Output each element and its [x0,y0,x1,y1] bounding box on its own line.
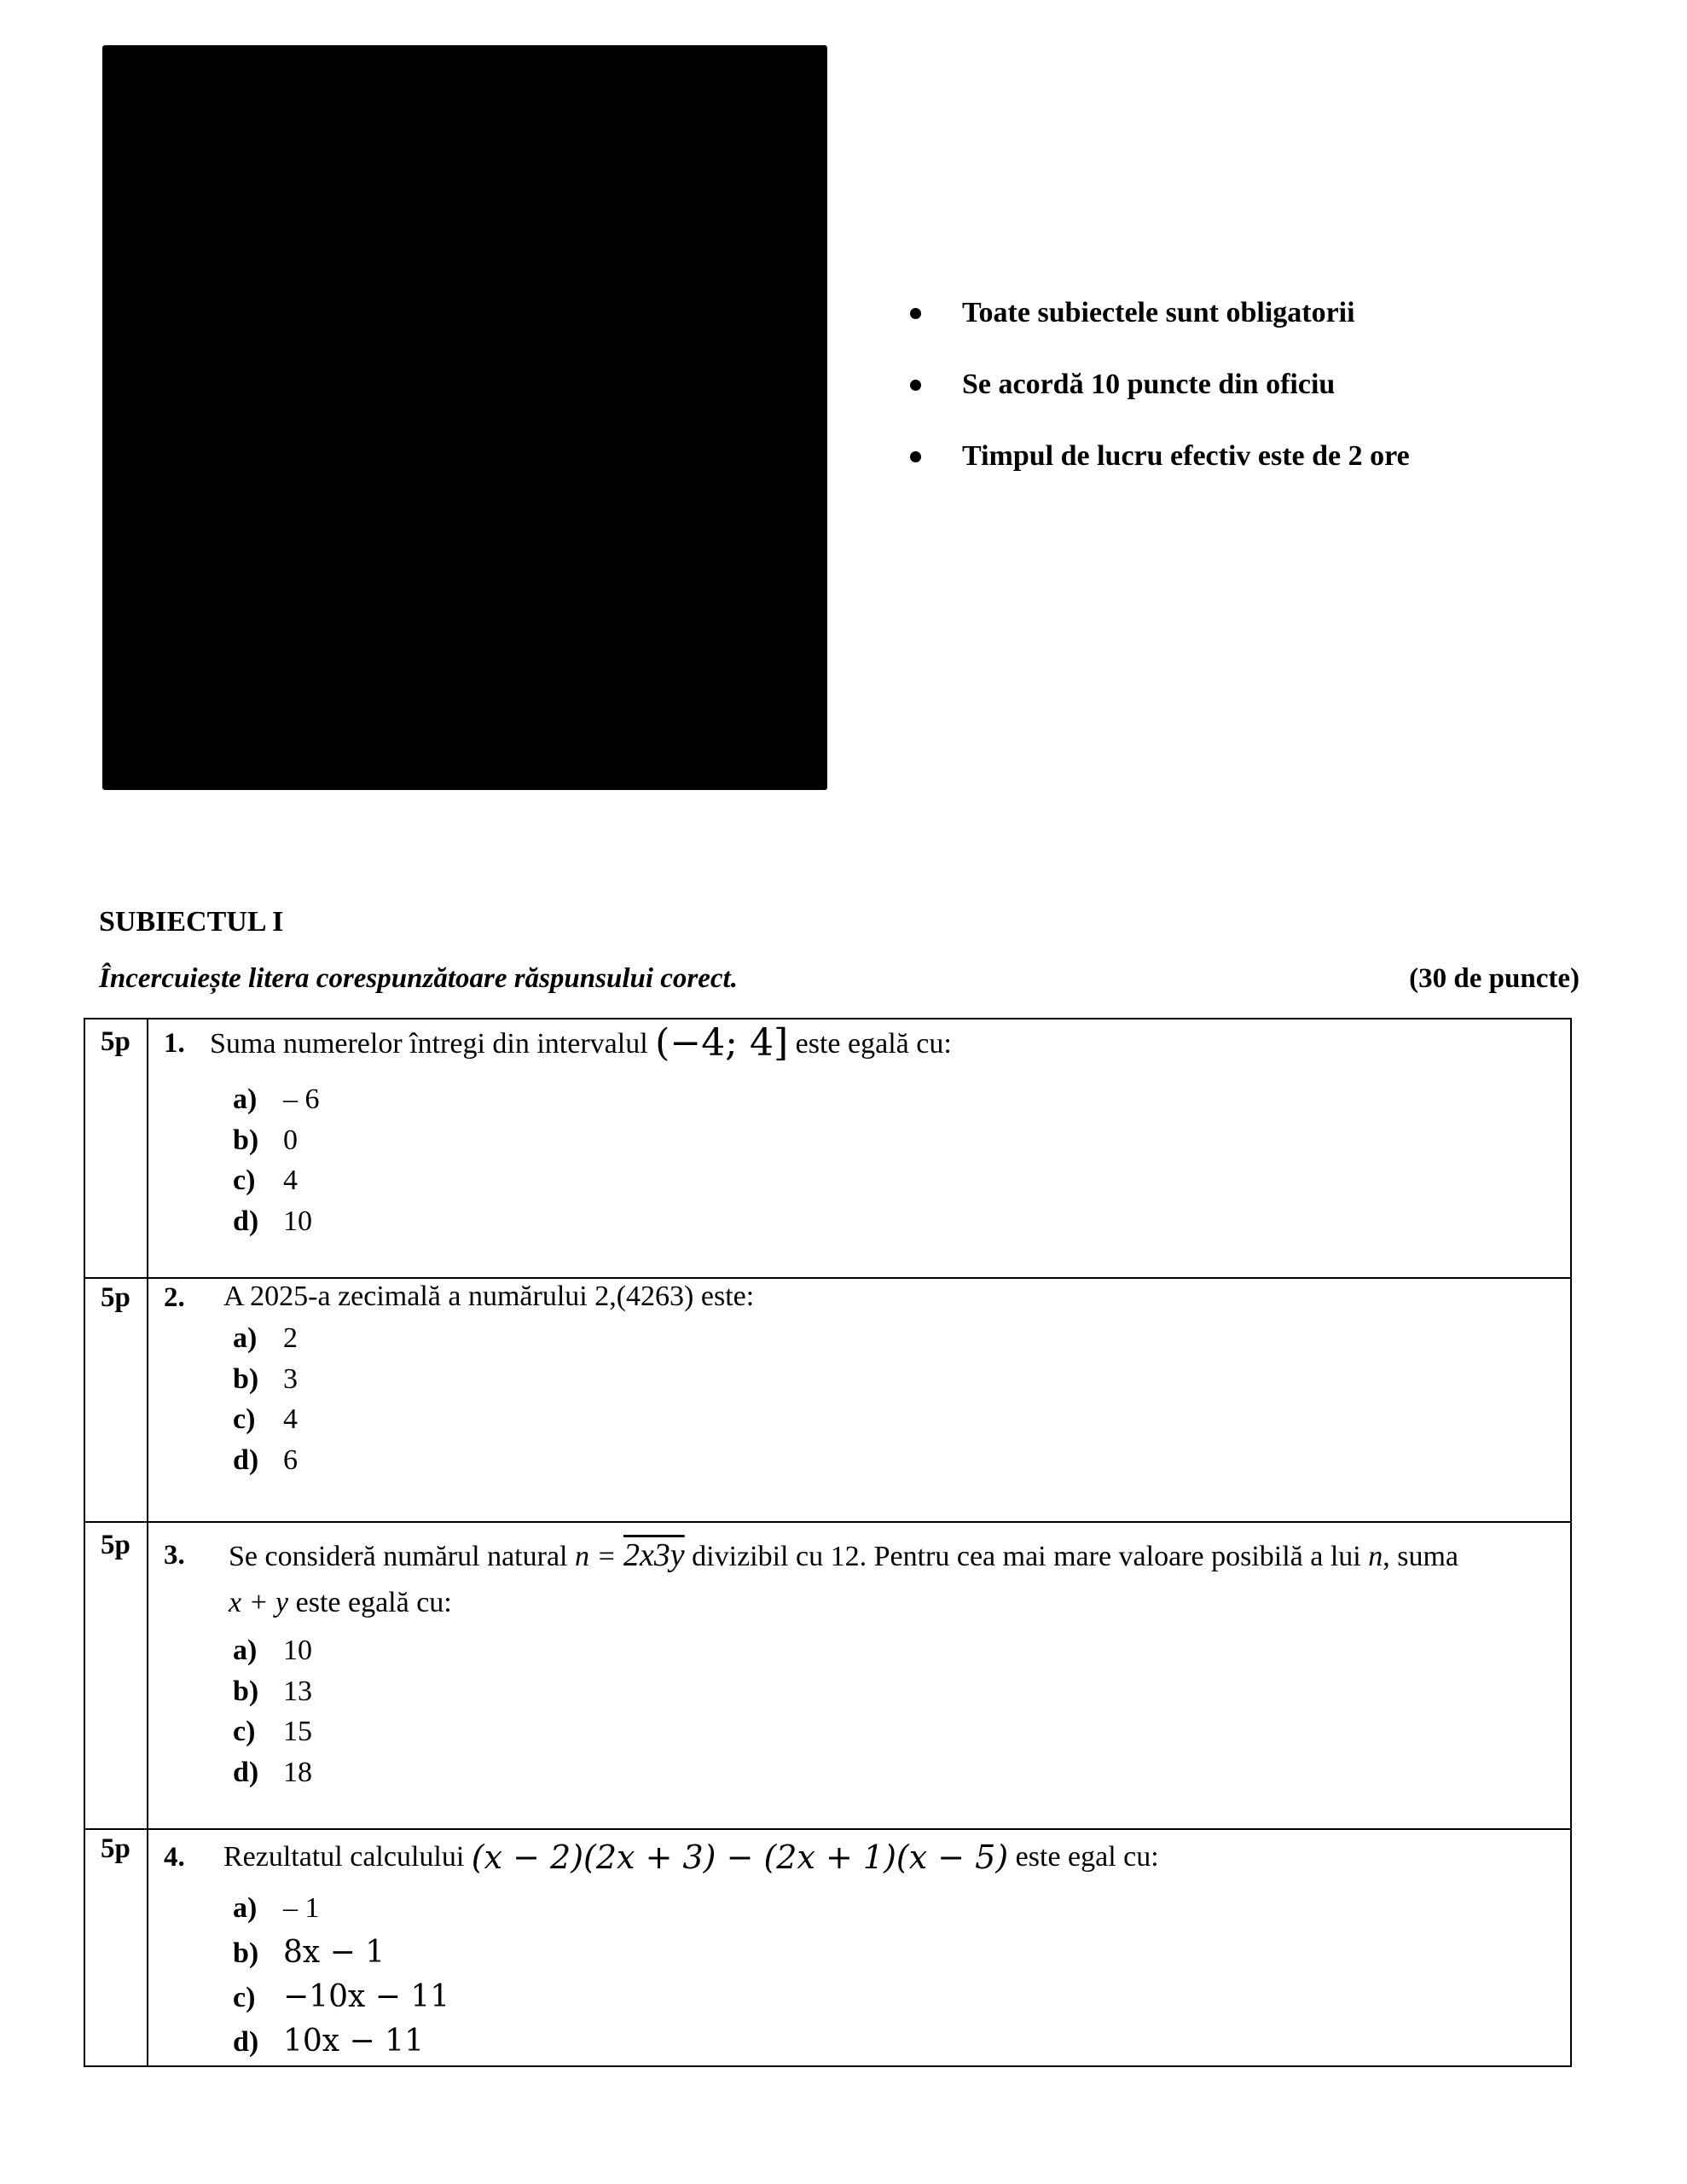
question-math-sum: x + y [229,1587,289,1618]
question-score: 5p [101,1282,130,1313]
bullet-icon [910,380,921,391]
answer-option[interactable] [233,1975,449,2019]
answer-option[interactable] [233,2019,449,2064]
note-item [904,366,1410,438]
column-divider [147,1279,148,1521]
option-letter: c) [233,1403,256,1435]
questions-table [84,1018,1572,2067]
bullet-icon [910,451,921,462]
option-value: 10 [283,1205,312,1237]
answer-options [233,1318,298,1480]
question-row [84,1523,1572,1830]
question-math: (−4; 4] [655,1021,789,1065]
option-value: 0 [283,1124,298,1156]
option-letter: b) [233,1124,259,1156]
option-value: 15 [283,1716,312,1747]
question-text-line2 [229,1579,452,1627]
answer-option[interactable] [233,1318,298,1359]
option-value: 8x − 1 [283,1935,386,1970]
option-value: 18 [283,1756,312,1788]
option-letter: a) [233,1892,258,1924]
option-letter: b) [233,1937,259,1969]
exam-notes-list [904,294,1410,509]
subject-title: SUBIECTUL I [99,906,284,938]
question-math-lhs: n = [574,1541,617,1572]
question-score: 5p [101,1833,130,1864]
option-value: 10x − 11 [283,2024,424,2059]
question-score: 5p [101,1530,130,1560]
note-item [904,438,1410,509]
answer-option[interactable] [233,1079,320,1120]
option-value: −10x − 11 [283,1979,450,2014]
bullet-icon [910,308,921,319]
option-value: 10 [283,1635,312,1666]
question-text: A 2025-a zecimală a numărului 2,(4263) este: [223,1281,755,1312]
question-math: (x − 2)(2x + 3) − (2x + 1)(x − 5) [471,1838,1009,1876]
option-value: – 1 [283,1892,320,1924]
answer-option[interactable] [233,1120,320,1161]
question-text-end: , suma [1383,1541,1459,1572]
question-text-after: este egală cu: [795,1028,952,1060]
redacted-header-block [102,45,827,790]
option-letter: a) [233,1083,258,1115]
option-letter: d) [233,1205,259,1237]
option-value: 2 [283,1322,298,1354]
answer-options [233,1886,449,2064]
question-math-overline: 2x3y [623,1537,685,1573]
question-text-line2-text: este egală cu: [295,1587,452,1618]
question-text [223,1833,1159,1881]
question-text-before: Se consideră numărul natural [229,1541,568,1572]
note-text: Toate subiectele sunt obligatorii [962,297,1355,328]
option-letter: d) [233,1443,259,1476]
option-letter: c) [233,1165,256,1196]
subject-points: (30 de puncte) [1409,963,1580,994]
question-number: 4. [164,1842,185,1873]
option-letter: a) [233,1635,258,1666]
option-letter: d) [233,1756,259,1788]
question-text-after: divizibil cu 12. Pentru cea mai mare valoare posibilă a lui [692,1541,1361,1572]
option-value: 4 [283,1165,298,1196]
option-letter: a) [233,1322,258,1354]
answer-option[interactable] [233,1931,449,1975]
question-number: 2. [164,1282,185,1313]
answer-option[interactable] [233,1630,312,1671]
answer-option[interactable] [233,1711,312,1752]
answer-option[interactable] [233,1399,298,1440]
note-text: Timpul de lucru efectiv este de 2 ore [962,440,1410,472]
answer-option[interactable] [233,1671,312,1712]
question-text-before: Suma numerelor întregi din intervalul [210,1028,648,1060]
question-number: 1. [164,1028,185,1059]
answer-option[interactable] [233,1160,320,1201]
note-item [904,294,1410,366]
question-row [84,1018,1572,1279]
option-letter: b) [233,1362,259,1395]
option-value: – 6 [283,1083,320,1115]
subject-instruction: Încercuiește litera corespunzătoare răspunsului corect. [99,963,738,994]
question-math-n: n [1368,1541,1383,1572]
note-text: Se acordă 10 puncte din oficiu [962,369,1336,400]
option-letter: c) [233,1982,256,2013]
question-row [84,1279,1572,1523]
answer-option[interactable] [233,1440,298,1481]
column-divider [147,1830,148,2065]
question-text-before: Rezultatul calculului [223,1841,465,1873]
question-text [210,1019,952,1068]
answer-options [233,1079,320,1241]
option-value: 13 [283,1675,312,1707]
option-letter: d) [233,2026,259,2058]
option-value: 3 [283,1362,298,1395]
option-value: 6 [283,1443,298,1476]
question-score: 5p [101,1026,130,1057]
option-letter: b) [233,1675,259,1707]
option-letter: c) [233,1716,256,1747]
answer-option[interactable] [233,1201,320,1242]
answer-option[interactable] [233,1359,298,1400]
question-text-after: este egal cu: [1015,1841,1159,1873]
answer-options [233,1630,312,1792]
answer-option[interactable] [233,1752,312,1793]
option-value: 4 [283,1403,298,1435]
question-text [229,1531,1458,1581]
question-row [84,1830,1572,2067]
answer-option[interactable] [233,1886,449,1931]
column-divider [147,1523,148,1828]
column-divider [147,1019,148,1277]
question-number: 3. [164,1540,185,1571]
